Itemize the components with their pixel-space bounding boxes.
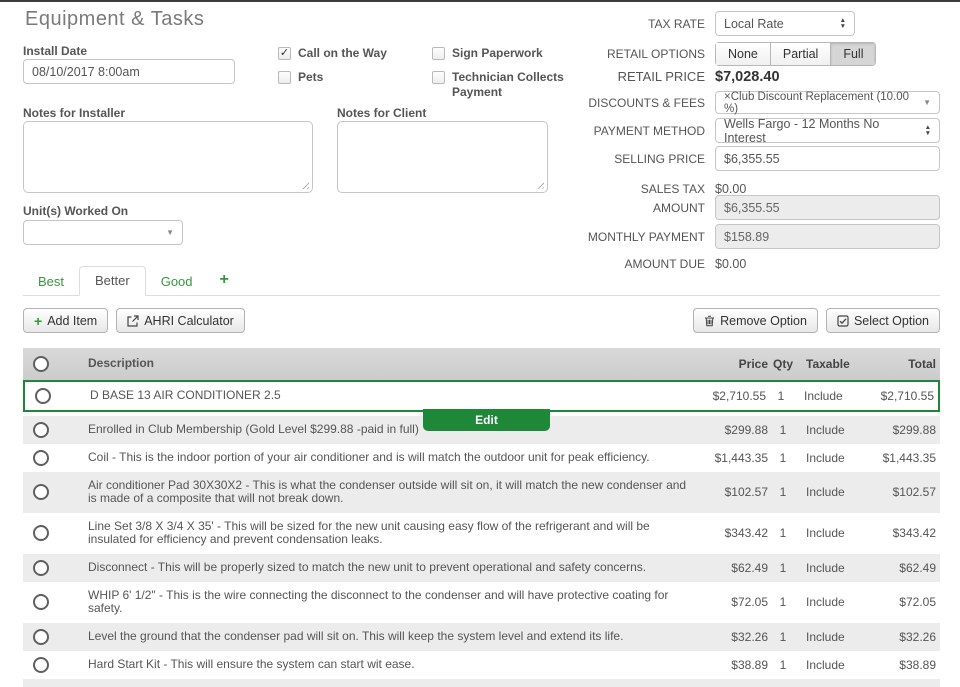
row-price: $2,710.55: [712, 388, 766, 403]
table-row[interactable]: [23, 444, 940, 472]
col-price: Price: [738, 357, 768, 371]
discounts-fees-row: [500, 90, 940, 115]
retail-option-none[interactable]: None: [716, 43, 771, 65]
payment-method-row: [500, 118, 940, 143]
row-taxable: Include: [806, 526, 845, 540]
row-total: $2,710.55: [880, 388, 934, 403]
row-price: $102.57: [724, 485, 768, 499]
row-radio[interactable]: [33, 422, 49, 438]
row-total: $62.49: [899, 560, 936, 575]
toolbar-left-group: [23, 308, 245, 333]
stepper-icon: ▲ ▼: [924, 124, 931, 137]
row-radio[interactable]: [33, 629, 49, 645]
row-qty: 1: [779, 526, 787, 540]
items-table: [23, 348, 940, 687]
row-description: Level the ground that the condenser pad will sit on. This will keep the system level and extend its life.: [88, 628, 624, 643]
row-price: $299.88: [724, 422, 768, 437]
select-all-radio[interactable]: [33, 356, 49, 372]
units-worked-on-select[interactable]: [23, 220, 183, 245]
row-total: $38.89: [899, 657, 936, 672]
row-qty: 1: [779, 595, 787, 609]
row-total: $72.05: [899, 595, 936, 609]
row-description: Disconnect - This will be properly sized to match the new unit to prevent operational and safety concerns.: [88, 559, 647, 574]
row-price: $32.26: [731, 629, 768, 644]
col-total: Total: [908, 357, 936, 371]
table-row[interactable]: [23, 582, 940, 623]
checkbox-label: Pets: [298, 70, 324, 84]
row-description: Coil - This is the indoor portion of your air conditioner and is will match the outdoor unit for peak efficiency.: [88, 449, 650, 464]
caret-down-icon: ▼: [166, 228, 174, 237]
selling-price-row: [500, 146, 940, 171]
row-description: WHIP 6' 1/2" - This is the wire connecting the disconnect to the condenser and will have protective coating for safety.: [88, 587, 669, 615]
checkbox-label: Call on the Way: [298, 46, 387, 60]
tab-best[interactable]: Best: [38, 274, 65, 289]
row-taxable: Include: [804, 388, 843, 403]
row-price: $343.42: [724, 526, 768, 540]
monthly-payment-row: [500, 224, 940, 249]
row-qty: 1: [777, 388, 785, 403]
table-row[interactable]: [23, 554, 940, 582]
amount-due-label: AMOUNT DUE: [624, 256, 705, 271]
checkbox-label: Sign Paperwork: [452, 46, 543, 60]
notes-installer-label: Notes for Installer: [23, 106, 126, 120]
plus-icon: +: [219, 271, 229, 288]
checkbox-pets[interactable]: [278, 70, 323, 85]
tax-rate-select[interactable]: [715, 11, 855, 36]
payment-method-label: PAYMENT METHOD: [593, 123, 705, 138]
checkbox-checked-icon: [837, 315, 849, 327]
install-date-input[interactable]: [23, 59, 235, 84]
row-price: $62.49: [731, 560, 768, 575]
discounts-fees-value: ×Club Discount Replacement (10.00 %): [724, 90, 910, 115]
retail-option-full[interactable]: Full: [831, 43, 875, 65]
table-row[interactable]: [23, 651, 940, 679]
monthly-payment-label: MONTHLY PAYMENT: [587, 229, 705, 244]
external-link-icon: [127, 315, 139, 327]
plus-icon: +: [34, 312, 43, 329]
tab-good[interactable]: Good: [160, 274, 193, 289]
row-taxable: Include: [806, 485, 845, 499]
tax-rate-value: Local Rate: [724, 16, 784, 31]
notes-client-label: Notes for Client: [337, 106, 427, 120]
row-price: $72.05: [731, 595, 768, 609]
row-radio[interactable]: [33, 560, 49, 576]
ahri-calculator-label: AHRI Calculator: [144, 313, 234, 328]
selling-price-input[interactable]: [715, 146, 940, 171]
retail-option-partial[interactable]: Partial: [771, 43, 831, 65]
col-qty: Qty: [772, 357, 793, 371]
discounts-fees-select[interactable]: [715, 91, 940, 114]
row-description: Air conditioner Pad 30X30X2 - This is what the condenser outside will sit on, it will match the new condenser and is made of a composite that will not break down.: [88, 477, 687, 505]
trash-icon: [704, 315, 715, 327]
table-row[interactable]: [23, 472, 940, 513]
check-icon: ✓: [279, 47, 290, 59]
row-price: $38.89: [731, 657, 768, 672]
row-qty: 1: [779, 422, 787, 437]
add-item-button[interactable]: [23, 308, 108, 333]
remove-option-label: Remove Option: [720, 313, 807, 328]
add-tab-button[interactable]: [208, 267, 241, 296]
checkbox-icon[interactable]: [278, 71, 291, 84]
toolbar-right-group: [693, 308, 940, 333]
checkbox-call-on-the-way[interactable]: [278, 46, 387, 61]
row-qty: 1: [779, 629, 787, 644]
retail-price-value: $7,028.40: [715, 68, 780, 85]
retail-options-segmented: [715, 42, 876, 66]
col-description: Description: [88, 356, 155, 371]
row-total: $343.42: [892, 526, 936, 540]
payment-method-value: Wells Fargo - 12 Months No Interest: [724, 116, 880, 145]
row-radio[interactable]: [33, 484, 49, 500]
select-option-label: Select Option: [853, 313, 929, 328]
table-toolbar: [23, 308, 940, 333]
row-qty: 1: [779, 560, 787, 575]
row-total: $102.57: [892, 485, 936, 499]
row-description: D BASE 13 AIR CONDITIONER 2.5: [90, 388, 281, 402]
retail-price-label: RETAIL PRICE: [617, 69, 705, 84]
checkbox-icon[interactable]: [432, 71, 445, 84]
sales-tax-label: SALES TAX: [640, 181, 705, 196]
payment-method-select[interactable]: [715, 118, 940, 143]
row-qty: 1: [779, 485, 787, 499]
row-radio[interactable]: [33, 525, 49, 541]
row-description: Hard Start Kit - This will ensure the system can start wit ease.: [88, 656, 415, 671]
row-taxable: Include: [806, 629, 845, 644]
checkbox-label: Technician Collects Payment: [452, 70, 564, 99]
monthly-payment-input: [715, 224, 940, 249]
caret-down-icon: ▼: [923, 98, 931, 107]
discounts-fees-label: DISCOUNTS & FEES: [588, 95, 705, 110]
row-qty: 1: [779, 450, 787, 465]
ahri-calculator-button[interactable]: [116, 308, 245, 333]
row-description: Enrolled in Club Membership (Gold Level $299.88 -paid in full): [88, 421, 419, 436]
row-qty: 1: [779, 657, 787, 672]
col-taxable: Taxable: [806, 357, 850, 371]
stepper-icon: ▲ ▼: [839, 17, 846, 30]
row-radio[interactable]: [33, 594, 49, 610]
tax-rate-label: TAX RATE: [648, 16, 705, 31]
notes-installer-textarea[interactable]: [23, 121, 313, 193]
row-radio[interactable]: [33, 657, 49, 673]
retail-options-label: RETAIL OPTIONS: [606, 46, 705, 61]
row-total: $299.88: [892, 422, 936, 437]
row-taxable: Include: [806, 560, 845, 575]
notes-installer-field: [23, 121, 313, 193]
checkbox-icon[interactable]: [278, 47, 291, 60]
top-border: [0, 0, 960, 2]
page-title: Equipment & Tasks: [25, 8, 205, 30]
row-taxable: Include: [806, 595, 845, 609]
install-date-label: Install Date: [23, 44, 88, 58]
row-total: $32.26: [899, 629, 936, 644]
table-row[interactable]: [23, 380, 940, 412]
units-worked-on-label: Unit(s) Worked On: [23, 204, 129, 218]
table-row[interactable]: [23, 623, 940, 651]
row-taxable: Include: [806, 450, 845, 465]
sales-tax-value: $0.00: [715, 181, 747, 196]
amount-label: AMOUNT: [653, 200, 705, 215]
tax-rate-row: [500, 11, 940, 36]
option-tabs: [23, 268, 940, 296]
selling-price-label: SELLING PRICE: [614, 151, 705, 166]
row-radio[interactable]: [33, 450, 49, 466]
row-radio[interactable]: [35, 388, 51, 404]
row-taxable: Include: [806, 657, 845, 672]
tab-better[interactable]: Better: [79, 266, 146, 296]
amount-input: [715, 195, 940, 220]
select-option-button[interactable]: [826, 308, 940, 333]
row-description: Line Set 3/8 X 3/4 X 35' - This will be sized for the new unit causing easy flow of the refrigerant and will be insulated for efficiency and prevent condensation leaks.: [88, 518, 650, 546]
remove-option-button[interactable]: [693, 308, 818, 333]
row-price: $1,443.35: [714, 450, 768, 465]
table-header-row: [23, 348, 940, 380]
row-taxable: Include: [806, 422, 845, 437]
row-total: $1,443.35: [882, 450, 936, 465]
table-row[interactable]: [23, 513, 940, 554]
checkbox-icon[interactable]: [432, 47, 445, 60]
table-row-partial: [23, 679, 940, 687]
retail-price-row: [500, 64, 940, 89]
amount-due-value: $0.00: [715, 256, 747, 271]
edit-button[interactable]: Edit: [423, 409, 550, 431]
retail-options-row: [500, 41, 940, 66]
amount-row: [500, 195, 940, 220]
add-item-label: Add Item: [47, 313, 98, 328]
